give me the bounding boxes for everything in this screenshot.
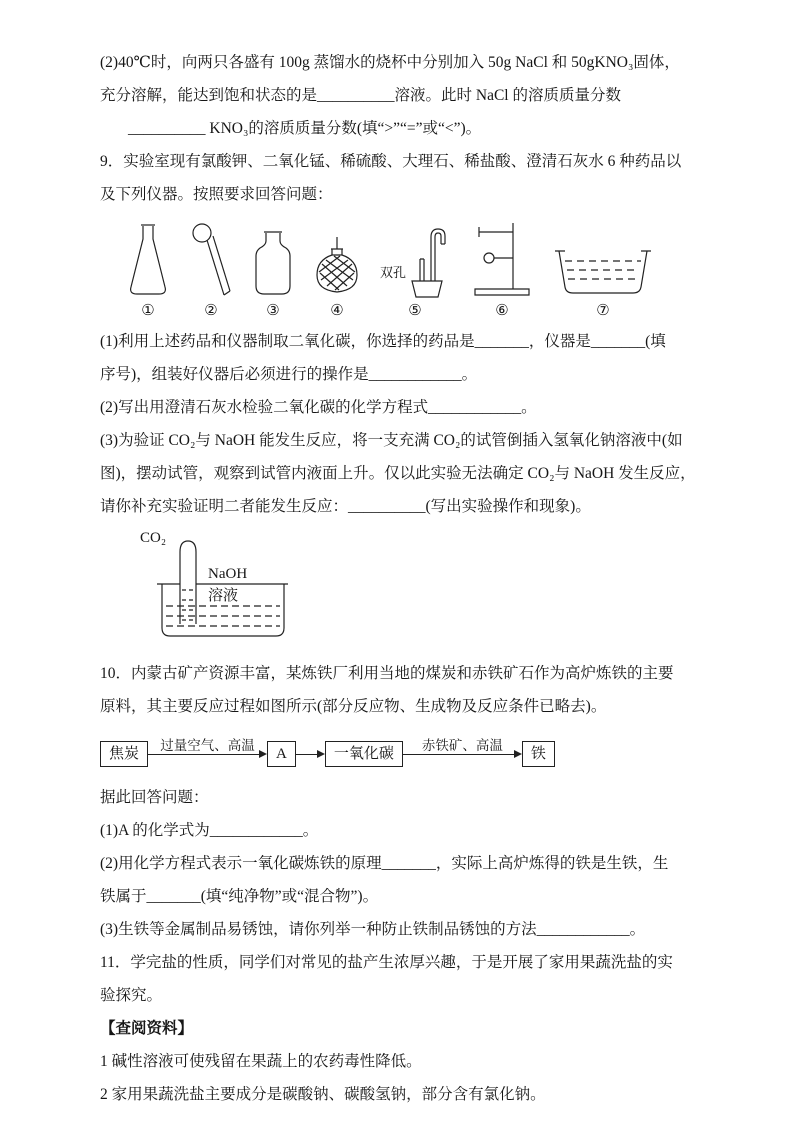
q11-stem-line: 11．学完盐的性质，同学们对常见的盐产生浓厚兴趣，于是开展了家用果蔬洗盐的实 [100,954,673,971]
apparatus-label: ④ [330,303,344,319]
water-trough-icon [554,241,652,299]
question-8-continuation [100,46,702,145]
flow-arrow-1-label: 过量空气、高温 [160,738,255,753]
flow-box-iron: 铁 [522,741,555,767]
q10-stem-line: 原料，其主要反应过程如图所示(部分反应物、生成物及反应条件已略去)。 [100,698,607,715]
double-hole-stopper-tube-icon [380,223,450,299]
apparatus-label: ⑦ [596,303,610,319]
q9-sub2-line: (2)写出用澄清石灰水检验二氧化碳的化学方程式____________。 [100,399,537,416]
flow-box-a: A [267,741,296,767]
apparatus-item-1 [126,221,170,321]
wide-mouth-bottle-icon [252,229,294,299]
reference-item: 2 家用果蔬洗盐主要成分是碳酸钠、碳酸氢钠，部分含有氯化钠。 [100,1086,546,1103]
flow-arrow-3 [403,731,522,777]
apparatus-item-7 [554,241,652,321]
reference-item: 1 碱性溶液可使残留在果蔬上的农药毒性降低。 [100,1053,422,1070]
q8-text-line: __________ KNO₃的溶质质量分数(填“>”“=”或“<”)。 [128,120,482,137]
alcohol-lamp-icon [314,235,360,299]
conical-flask-icon [126,221,170,299]
q10-sub1-line: (1)A 的化学式为____________。 [100,822,319,839]
flow-arrow-3-label: 赤铁矿、高温 [421,738,503,753]
q8-text-line: 充分溶解，能达到饱和状态的是__________溶液。此时 NaCl 的溶质质量分数 [100,87,621,104]
apparatus-item-2 [190,221,232,321]
flow-arrow-1 [148,731,267,777]
q9-sub3-line: 图)，摆动试管，观察到试管内液面上升。仅以此实验无法确定 CO₂与 NaOH 发生反应， [100,465,696,482]
naoh-label: NaOH [208,566,248,582]
co2-naoh-figure [136,526,702,654]
q8-text-line: (2)40℃时，向两只各盛有 100g 蒸馏水的烧杯中分别加入 50g NaCl 和 50gKNO₃固体， [100,54,680,71]
apparatus-label: ⑥ [495,303,509,319]
q10-sub3-line: (3)生铁等金属制品易锈蚀，请你列举一种防止铁制品锈蚀的方法____________。 [100,921,646,938]
q9-sub1-line: (1)利用上述药品和仪器制取二氧化碳，你选择的药品是_______，仪器是_______(填 [100,333,666,350]
q9-sub3-line: 请你补充实验证明二者能发生反应：__________(写出实验操作和现象)。 [100,498,591,515]
iron-smelting-flow-diagram [100,729,702,779]
q9-stem-line: 及下列仪器。按照要求回答问题： [100,186,333,203]
q11-stem-line: 验探究。 [100,987,163,1004]
solution-label: 溶液 [208,588,239,604]
arrow-line [296,754,318,755]
q10-stem-line: 10．内蒙古矿产资源丰富，某炼铁厂利用当地的煤炭和赤铁矿石作为高炉炼铁的主要 [100,665,674,682]
apparatus-item-6 [470,219,534,321]
question-11 [100,946,702,1111]
iron-stand-icon [470,219,534,299]
apparatus-label: ① [141,303,155,319]
q9-sub3-line: (3)为验证 CO₂与 NaOH 能发生反应，将一支充满 CO₂的试管倒插入氢氧化钠溶液中(如 [100,432,683,449]
apparatus-figure [126,217,702,321]
reference-material-header: 【查阅资料】 [100,1020,194,1037]
question-9 [100,145,702,654]
apparatus-item-5 [380,223,450,321]
arrow-head-icon [317,750,325,758]
flow-arrow-2 [296,731,325,777]
q9-sub1-line: 序号)，组装好仪器后必须进行的操作是____________。 [100,366,478,383]
double-hole-label: 双孔 [380,265,407,280]
q10-sub2-line: 铁属于_______(填“纯净物”或“混合物”)。 [100,888,379,905]
apparatus-label: ② [204,303,218,319]
test-tube-in-solution-icon [136,526,376,654]
arrow-head-icon [259,750,267,758]
apparatus-label: ⑤ [408,303,422,319]
apparatus-label: ③ [266,303,280,319]
apparatus-item-4 [314,235,360,321]
q10-prompt: 据此回答问题： [100,789,209,806]
question-10 [100,657,702,946]
co2-gas-label: CO₂ [140,530,167,546]
flow-box-coke: 焦炭 [100,741,148,767]
q10-sub2-line: (2)用化学方程式表示一氧化碳炼铁的原理_______，实际上高炉炼得的铁是生铁，生 [100,855,669,872]
dropper-icon [190,221,232,299]
q9-stem-line: 9．实验室现有氯酸钾、二氧化锰、稀硫酸、大理石、稀盐酸、澄清石灰水 6 种药品以 [100,153,682,170]
flow-box-carbon-monoxide: 一氧化碳 [325,741,403,767]
apparatus-item-3 [252,229,294,321]
arrow-head-icon [514,750,522,758]
